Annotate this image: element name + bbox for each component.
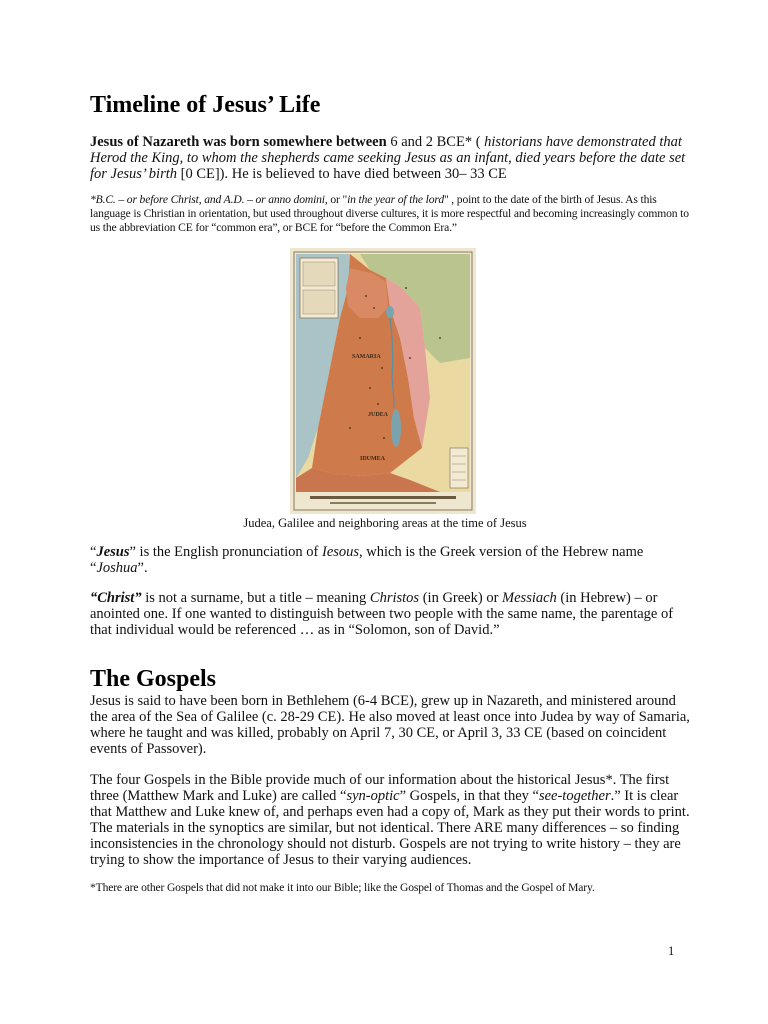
gospels-paragraph-2 bbox=[90, 772, 690, 868]
page-number: 1 bbox=[668, 944, 675, 958]
intro-lead: Jesus of Nazareth was born somewhere between bbox=[90, 134, 387, 150]
christ-term: “Christ” bbox=[90, 590, 142, 606]
gospels-paragraph-1: Jesus is said to have been born in Bethlehem (6-4 BCE), grew up in Nazareth, and ministered around the area of the Sea of Galilee (c. 28-29 CE). He also moved at least once into Judea by way of Samaria, where he taught and was killed, probably on April 7, 30 CE, or April 3, 33 CE (based on coincident events of Passover). bbox=[90, 693, 690, 757]
jesus-term: Jesus bbox=[96, 544, 130, 560]
christ-text-c: (in Hebrew) – or anointed one. If one wanted to distinguish between two people with the same name, the parentage of that individual would be referenced … as in “Solomon, son of David.” bbox=[90, 590, 674, 638]
map-region-label: SAMARIA bbox=[352, 354, 381, 360]
jesus-hebrew-term: Joshua bbox=[96, 560, 138, 576]
map-region-label: IDUMEA bbox=[360, 456, 385, 462]
intro-dates: 6 and 2 BCE* ( bbox=[386, 134, 485, 150]
intro-tail: [0 CE]). He is believed to have died between 30– 33 CE bbox=[177, 166, 507, 182]
footnote-era bbox=[90, 193, 690, 235]
see-together-term: see-together bbox=[538, 788, 611, 804]
intro-aside: historians have demonstrated that Herod the King, to whom the shepherds came seeking Jesus as an infant, died years before the date set for Jesus’ birth bbox=[90, 134, 686, 182]
footnote-era-rest: " , point to the date of the birth of Jesus. As this language is Christian in orientation, but used throughout diverse cultures, it is more respectful and becoming increasingly common to us the abbreviation CE for “common era”, or BCE for “before the Common Era.” bbox=[90, 193, 689, 234]
jesus-text-a: ” is the English pronunciation of bbox=[129, 544, 322, 560]
intro-paragraph bbox=[90, 134, 690, 182]
footnote-gospels: *There are other Gospels that did not make it into our Bible; like the Gospel of Thomas and the Gospel of Mary. bbox=[90, 881, 595, 894]
christ-text-b: (in Greek) or bbox=[419, 590, 503, 606]
christ-hebrew-term: Messiach bbox=[502, 590, 557, 606]
map-image bbox=[290, 248, 476, 514]
footnote-era-italic-b: in the year of the lord bbox=[347, 193, 444, 206]
gospels-text-a: The four Gospels in the Bible provide much of our information about the historical Jesus*. The first three (Matthew Mark and Luke) are called “ bbox=[90, 772, 670, 804]
christ-greek-term: Christos bbox=[369, 590, 420, 606]
gospels-heading: The Gospels bbox=[90, 666, 217, 692]
christ-title-paragraph bbox=[90, 590, 690, 638]
syn-optic-term: syn-optic bbox=[346, 788, 400, 804]
gospels-text-b: ” Gospels, in that they “ bbox=[399, 788, 539, 804]
page-title: Timeline of Jesus’ Life bbox=[90, 92, 321, 118]
jesus-text-b: , which is the Greek version of the Hebrew name “ bbox=[90, 544, 644, 576]
quote-mark: “ bbox=[90, 544, 97, 560]
jesus-greek-term: Iesous bbox=[321, 544, 360, 560]
footnote-era-mid: , or " bbox=[324, 193, 348, 206]
footnote-era-italic-a: *B.C. – or before Christ, and A.D. – or anno domini bbox=[90, 193, 325, 206]
gospels-text-c: .” It is clear that Matthew and Luke knew of, and perhaps even had a copy of, Mark as they put their words to print. The materials in the synoptics are similar, but not identical. There ARE many differences – so finding inconsistencies in the chronology should not disturb. Gospels are not trying to write history – they are trying to show the importance of Jesus to their varying audiences. bbox=[90, 788, 690, 868]
map-region-label: JUDEA bbox=[368, 412, 389, 418]
christ-text-a: is not a surname, but a title – meaning bbox=[141, 590, 370, 606]
jesus-text-c: ”. bbox=[137, 560, 148, 576]
map-caption: Judea, Galilee and neighboring areas at the time of Jesus bbox=[243, 516, 527, 530]
jesus-name-paragraph bbox=[90, 544, 690, 576]
